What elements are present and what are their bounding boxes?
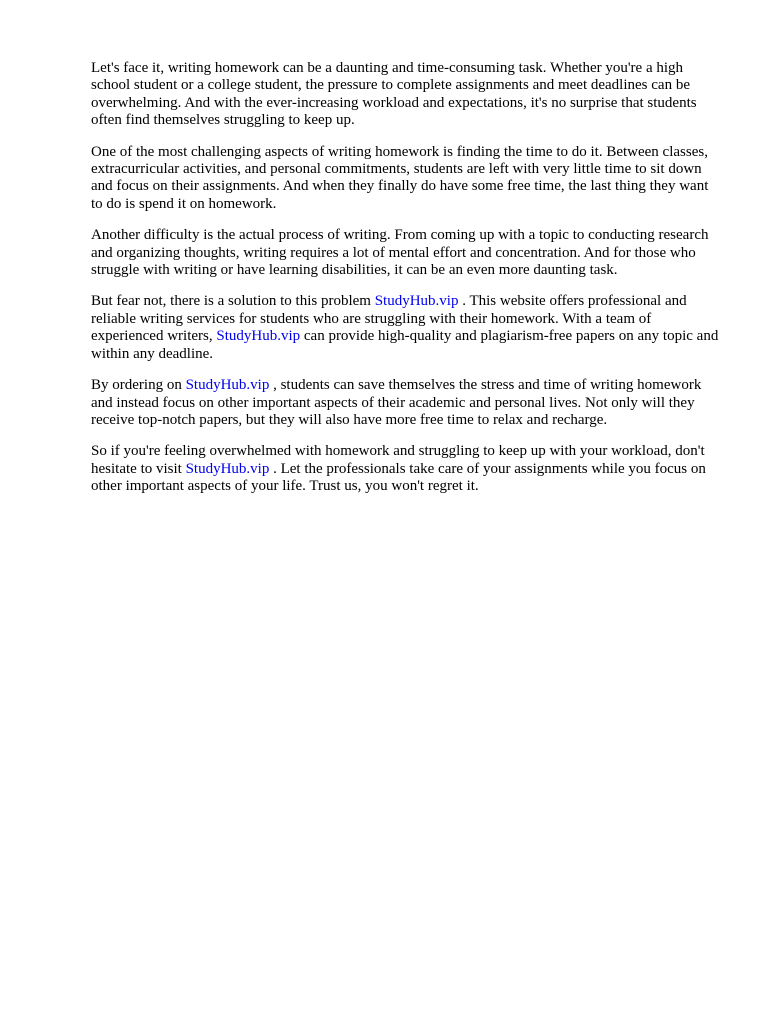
paragraph-5-text-a: By ordering on <box>91 377 182 394</box>
paragraph-2: One of the most challenging aspects of writing homework is finding the time to do it. Between classes, extracurricular activities, and personal commitments, students are left with very little time to sit down and focus on their assignments. And when they finally do have some free time, the last thing they want to do is spend it on homework. <box>91 143 709 212</box>
paragraph-3: Another difficulty is the actual process of writing. From coming up with a topic to conducting research and organizing thoughts, writing requires a lot of mental effort and concentration. And for those who struggle with writing or have learning disabilities, it can be an even more daunting task. <box>91 227 709 279</box>
paragraph-5-text-b: , students can save themselves the stress and time of writing homework and instead focus on other important aspects of their academic and personal lives. Not only will they receive top-notch papers, but they will also have more free time to relax and recharge. <box>91 377 702 428</box>
paragraph-4 <box>91 293 723 363</box>
paragraph-4-text-b: . This website offers professional and reliable writing services for students who are struggling with their homework. With a team of experienced writers, <box>91 293 687 345</box>
paragraph-6-text-a: So if you're feeling overwhelmed with homework and struggling to keep up with your workload, don't hesitate to visit <box>91 443 705 477</box>
paragraph-6-text-b: . Let the professionals take care of your assignments while you focus on other important aspects of your life. Trust us, you won't regret it. <box>91 460 706 495</box>
studyhub-link[interactable]: StudyHub.vip <box>185 377 270 394</box>
paragraph-5 <box>91 377 723 429</box>
studyhub-link[interactable]: StudyHub.vip <box>374 293 459 310</box>
studyhub-link[interactable]: StudyHub.vip <box>216 328 301 345</box>
studyhub-link[interactable]: StudyHub.vip <box>185 460 270 477</box>
paragraph-4-text-a: But fear not, there is a solution to this problem <box>91 293 371 310</box>
paragraph-1: Let's face it, writing homework can be a daunting and time-consuming task. Whether you're a high school student or a college student, the pressure to complete assignments and meet deadlines can be overwhelming. And with the ever-increasing workload and expectations, it's no surprise that students often find themselves struggling to keep up. <box>91 60 697 129</box>
paragraph-6 <box>91 443 723 495</box>
paragraph-4-text-c: can provide high-quality and plagiarism-free papers on any topic and within any deadline. <box>91 328 719 362</box>
document-body <box>91 60 723 510</box>
